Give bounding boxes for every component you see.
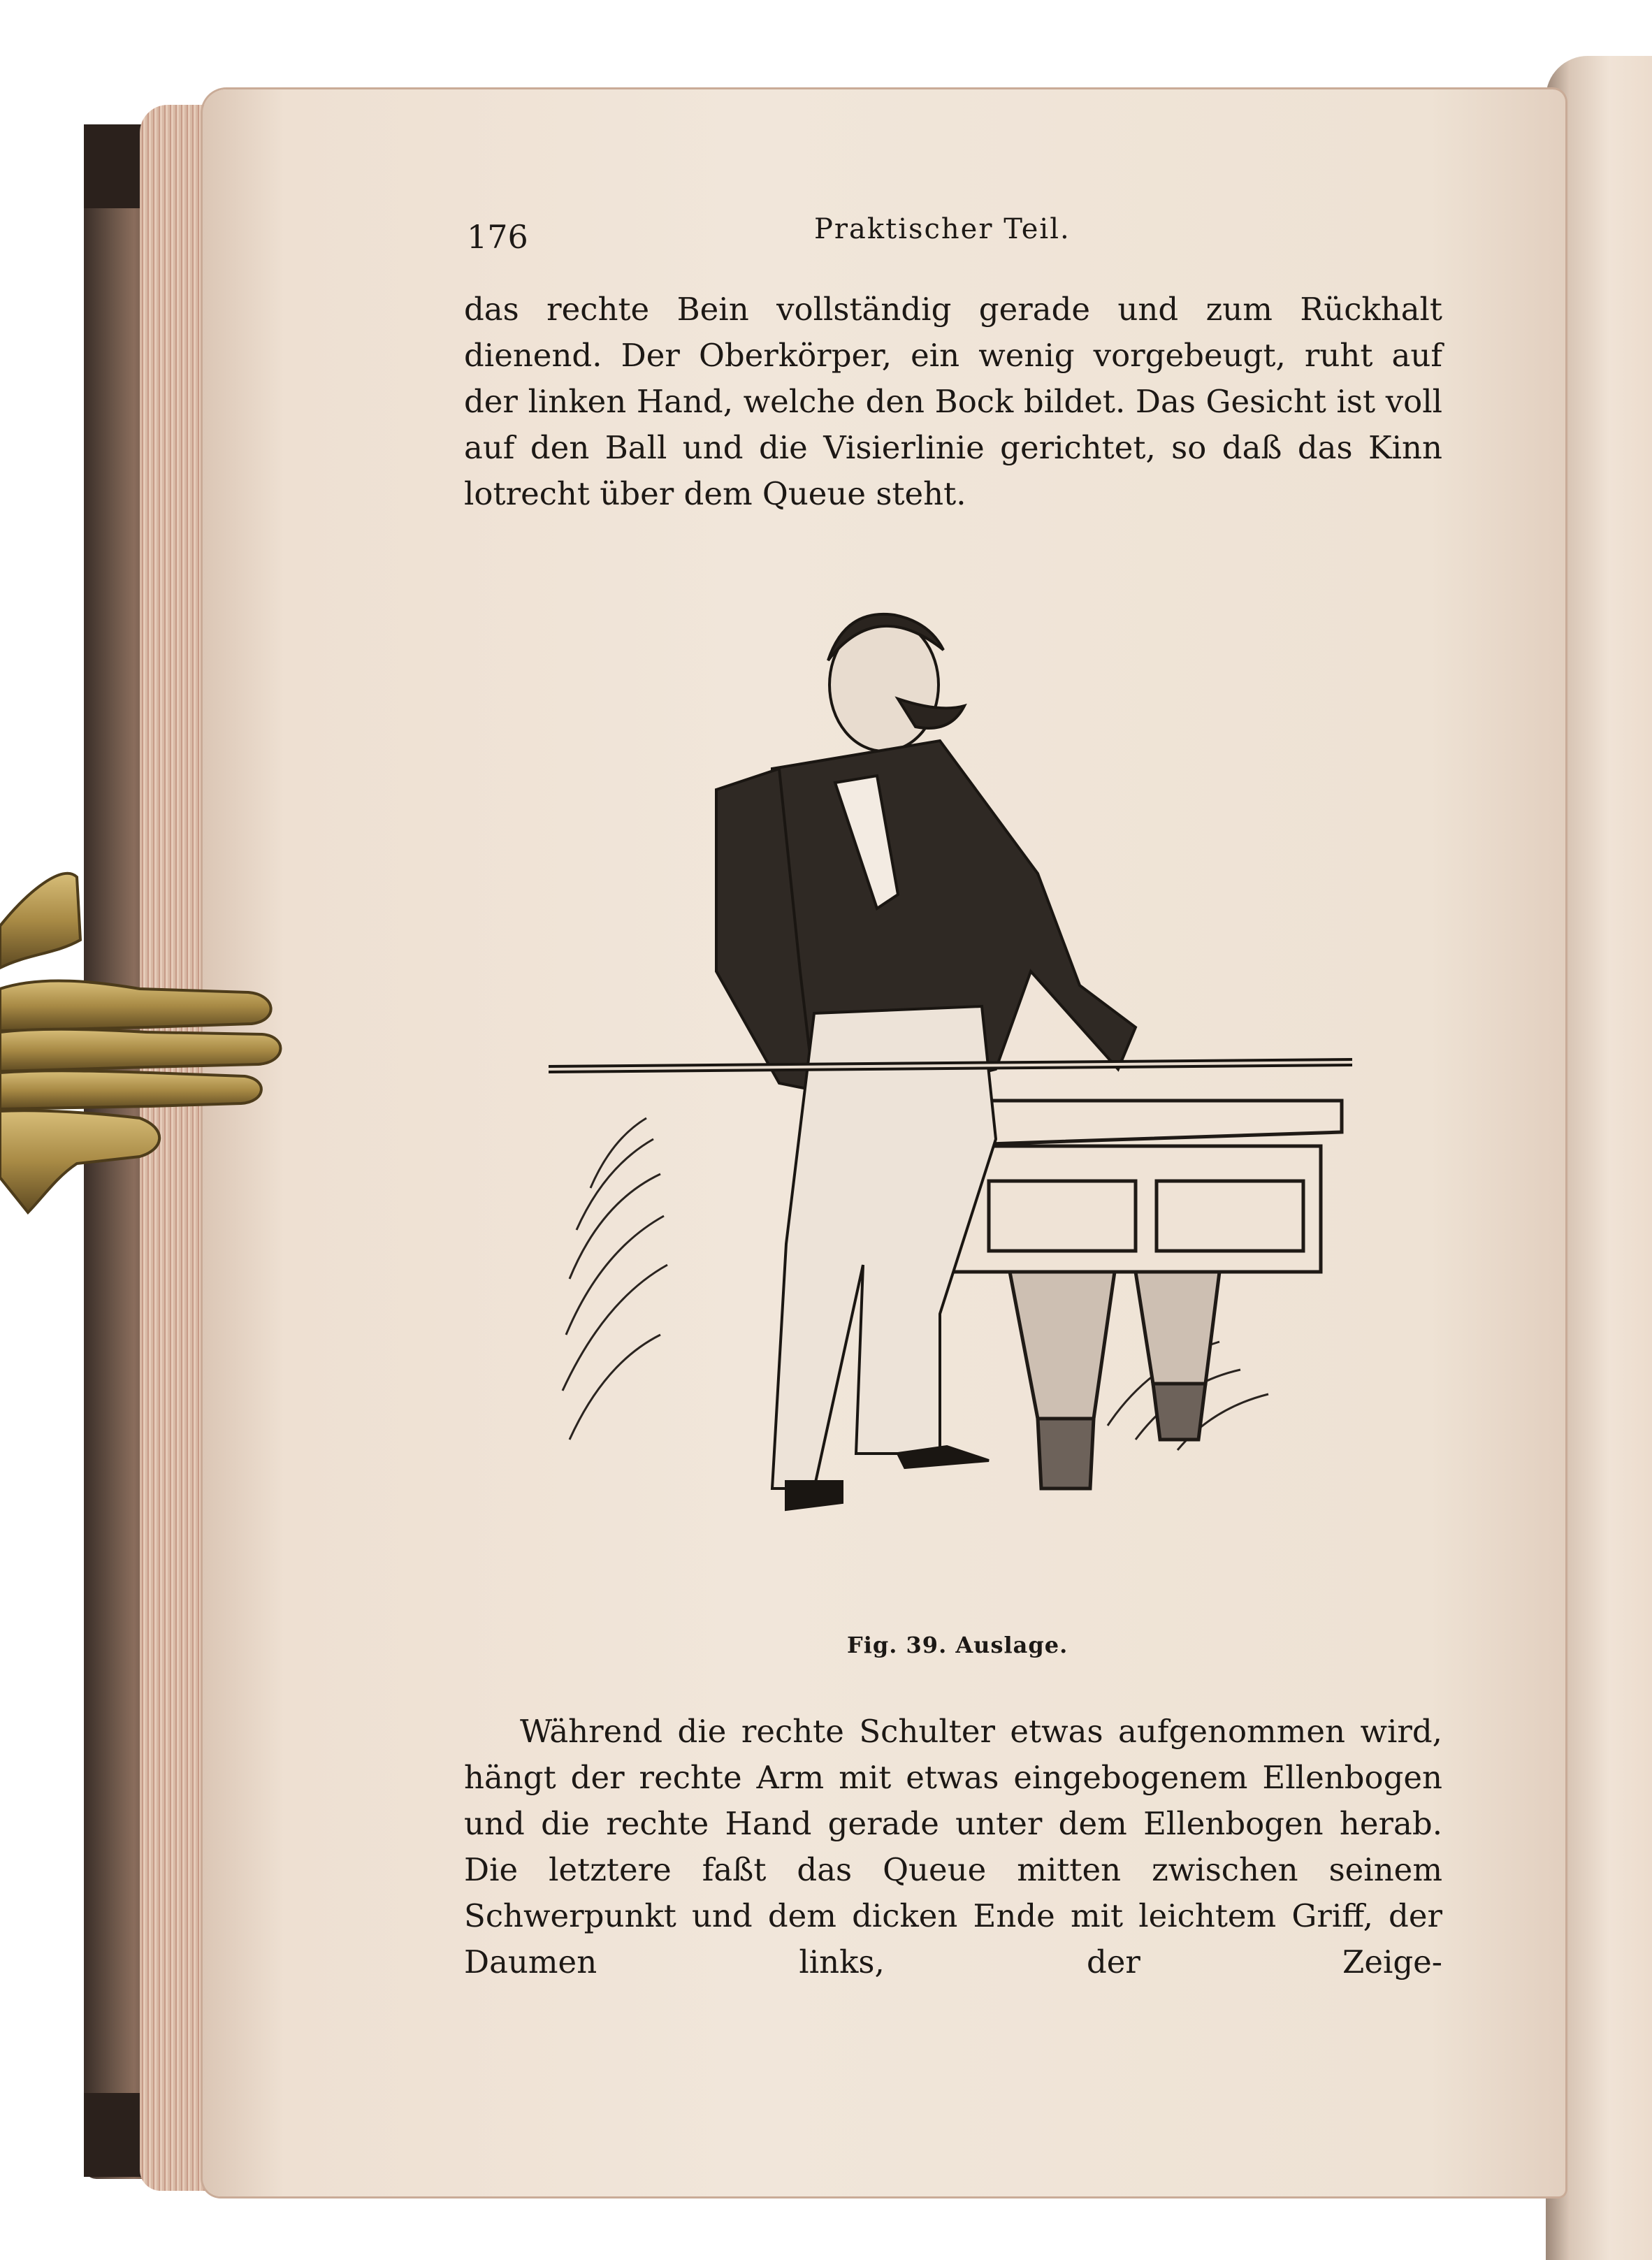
billiard-illustration xyxy=(549,580,1352,1600)
paragraph-top: das rechte Bein vollständig gerade und zum Rückhalt dienend. Der Oberkörper, ein wenig vorgebeugt, ruht auf der linken Hand, welche den Bock bildet. Das Gesicht ist voll auf den Ball und die Visierlinie gerichtet, so daß das Kinn lotrecht über dem Queue steht. xyxy=(464,291,1442,512)
hand-clasp-icon xyxy=(0,849,287,1240)
page-number: 176 xyxy=(467,218,528,256)
figure-caption: Fig. 39. Auslage. xyxy=(847,1632,1068,1658)
running-head: Praktischer Teil. xyxy=(814,213,1071,245)
paragraph-bottom: Während die rechte Schulter etwas aufgenommen wird, hängt der rechte Arm mit etwas eingebogenem Ellenbogen und die rechte Hand gerade unter dem Ellenbogen herab. Die letztere faßt das Queue mitten zwischen seinem Schwerpunkt und dem dicken Ende mit leichtem Griff, der Daumen links, der Zeige- xyxy=(464,1713,1442,1980)
